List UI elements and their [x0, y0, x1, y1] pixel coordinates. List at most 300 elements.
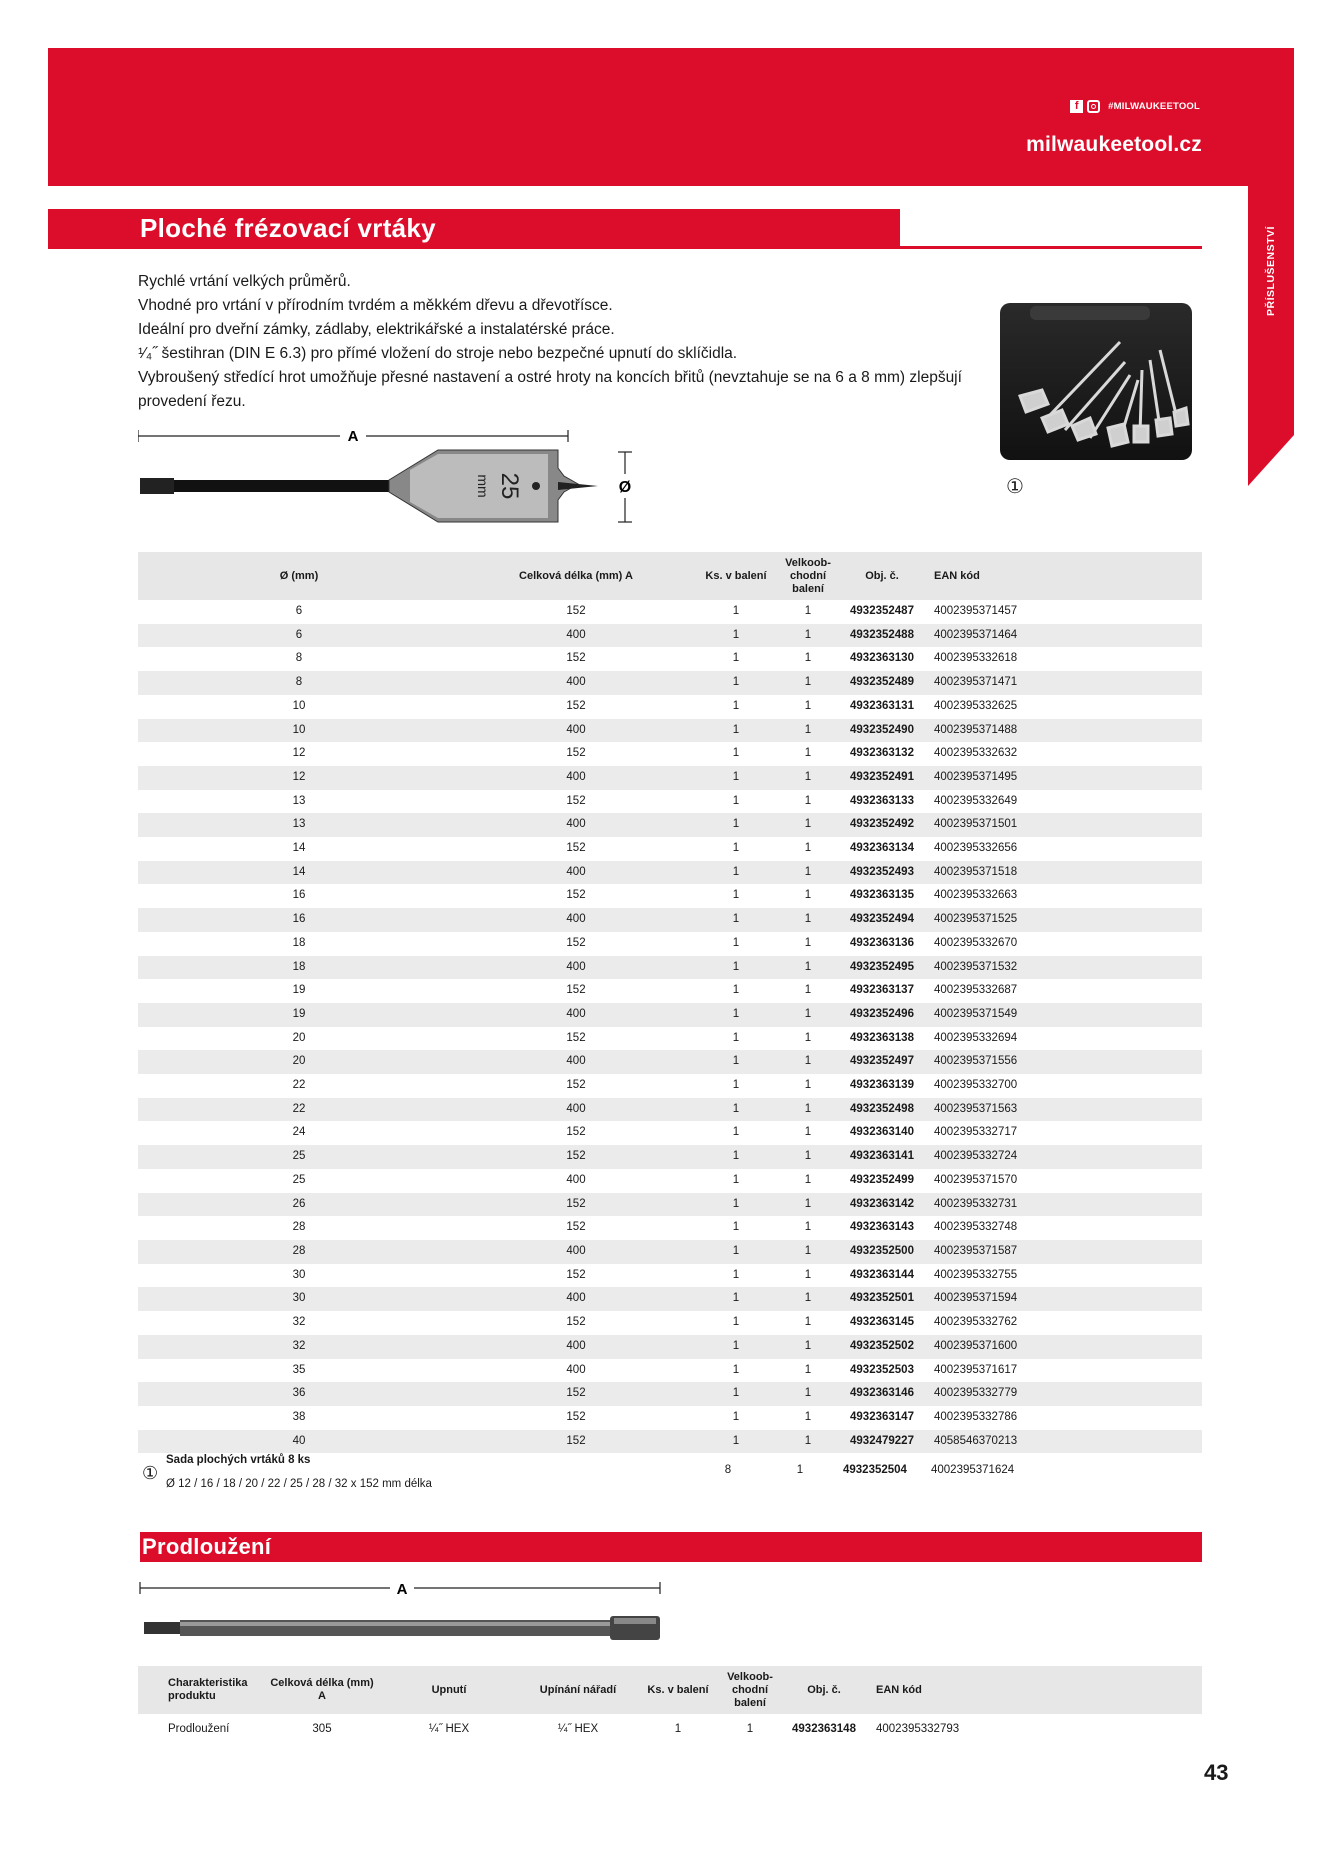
cell-length: 152 — [460, 1145, 692, 1169]
table-row — [138, 600, 1202, 624]
cell-blank — [1026, 1003, 1202, 1027]
cell-bulk: 1 — [780, 861, 836, 885]
cell-diameter: 12 — [138, 766, 460, 790]
cell-length: 152 — [460, 1430, 692, 1454]
cell-diameter: 8 — [295, 652, 303, 665]
cell-length: 400 — [460, 908, 692, 932]
cell-length: 152 — [460, 1193, 692, 1217]
blade-unit-text: mm — [475, 474, 491, 498]
cell-diameter: 6 — [138, 624, 460, 648]
cell-bulk: 1 — [804, 1173, 812, 1186]
cell-ean: 4002395371532 — [928, 956, 1026, 980]
cell-qty: 1 — [732, 699, 740, 712]
table-row — [138, 695, 1202, 719]
cell-length: 400 — [460, 1287, 692, 1311]
cell-ean: 4002395332731 — [928, 1193, 1026, 1217]
table-row — [138, 884, 1202, 908]
cell-qty: 1 — [732, 1079, 740, 1092]
cell-diameter: 13 — [138, 813, 460, 837]
table-row — [138, 1216, 1202, 1240]
cell-blank — [1026, 600, 1202, 624]
cell-length: 400 — [460, 719, 692, 743]
cell-qty: 1 — [692, 1335, 780, 1359]
cell-length: 152 — [566, 1031, 586, 1044]
table-row — [138, 1240, 1202, 1264]
cell-qty: 1 — [692, 1287, 780, 1311]
cell-diameter: 16 — [138, 908, 460, 932]
cell-bulk: 1 — [780, 908, 836, 932]
cell-order-no: 4932352492 — [836, 813, 928, 837]
cell-blank — [1026, 1121, 1202, 1145]
cell-blank — [1026, 979, 1202, 1003]
cell-order-no: 4932363133 — [850, 794, 914, 807]
table-row — [138, 1714, 1202, 1744]
cell-tool-clamping: ¼˝ HEX — [557, 1723, 599, 1735]
set-row-ean: 4002395371624 — [931, 1464, 1015, 1476]
cell-diameter: 24 — [292, 1126, 306, 1139]
dimension-diameter-label: Ø — [618, 479, 632, 496]
col-header-length: Celková délka (mm) A — [460, 552, 692, 600]
table-row — [138, 790, 1202, 814]
set-row-order-no: 4932352504 — [843, 1464, 907, 1476]
cell-bulk: 1 — [804, 984, 812, 997]
cell-order-no: 4932352501 — [836, 1287, 928, 1311]
cell-length: 400 — [566, 1363, 586, 1376]
cell-diameter: 26 — [138, 1193, 460, 1217]
cell-qty: 1 — [692, 1430, 780, 1454]
cell-diameter: 36 — [138, 1382, 460, 1406]
cell-qty: 1 — [732, 1031, 740, 1044]
cell-qty: 1 — [732, 889, 740, 902]
cell-order-no: 4932363144 — [850, 1268, 914, 1281]
cell-ean: 4002395371495 — [928, 766, 1026, 790]
cell-ean: 4002395371471 — [928, 671, 1026, 695]
cell-blank — [1026, 1098, 1202, 1122]
instagram-icon[interactable] — [1087, 100, 1100, 113]
cell-ean: 4002395371617 — [934, 1363, 1018, 1376]
cell-order-no: 4932352496 — [836, 1003, 928, 1027]
section-title-bar — [140, 1532, 1202, 1562]
cell-bulk: 1 — [804, 936, 812, 949]
set-marker: ① — [1006, 476, 1024, 498]
side-tab-label: PŘÍSLUŠENSTVÍ — [1265, 226, 1277, 316]
cell-diameter: 28 — [138, 1240, 460, 1264]
cell-blank — [1026, 719, 1202, 743]
table-row — [138, 956, 1202, 980]
cell-ean: 4002395371594 — [928, 1287, 1026, 1311]
cell-order-no: 4932363141 — [836, 1145, 928, 1169]
cell-ean: 4002395332656 — [934, 842, 1018, 855]
cell-order-no: 4932363136 — [850, 936, 914, 949]
cell-order-no: 4932363135 — [850, 889, 914, 902]
cell-blank — [1026, 1335, 1202, 1359]
table-row — [138, 1050, 1202, 1074]
table-header-row — [138, 552, 1202, 600]
cell-length: 152 — [566, 1410, 586, 1423]
cell-qty: 1 — [732, 1363, 740, 1376]
cell-ean: 4002395371525 — [928, 908, 1026, 932]
cell-ean: 4002395371518 — [928, 861, 1026, 885]
cell-order-no: 4932352490 — [836, 719, 928, 743]
cell-order-no: 4932352489 — [836, 671, 928, 695]
facebook-icon[interactable]: f — [1070, 100, 1083, 113]
cell-blank — [1026, 766, 1202, 790]
cell-ean: 4002395332724 — [928, 1145, 1026, 1169]
cell-length: 400 — [566, 1173, 586, 1186]
cell-diameter: 13 — [292, 794, 306, 807]
description-line: Vybroušený středící hrot umožňuje přesné nastavení a ostré hroty na koncích břitů (nevztahuje se na 6 a 8 mm) zlepšují provedení řezu. — [138, 369, 962, 410]
col-header-length: Celková délka (mm) A — [268, 1666, 376, 1714]
col-header-ean: EAN kód — [928, 552, 1026, 600]
cell-diameter: 10 — [292, 699, 306, 712]
cell-length: 152 — [566, 652, 586, 665]
table-row — [138, 1074, 1202, 1098]
hex-shank-icon — [140, 478, 174, 494]
cell-ean: 4002395332694 — [934, 1031, 1018, 1044]
cell-qty: 1 — [692, 1003, 780, 1027]
cell-qty: 1 — [732, 842, 740, 855]
cell-qty: 1 — [692, 908, 780, 932]
table-row — [138, 1311, 1202, 1335]
col-header-diameter: Ø (mm) — [138, 552, 460, 600]
cell-order-no: 4932363143 — [850, 1221, 914, 1234]
cell-bulk: 1 — [804, 699, 812, 712]
cell-diameter: 22 — [292, 1079, 306, 1092]
cell-bulk: 1 — [804, 1126, 812, 1139]
cell-length: 152 — [566, 1221, 586, 1234]
cell-order-no: 4932352494 — [836, 908, 928, 932]
cell-order-no: 4932363139 — [850, 1079, 914, 1092]
col-header-characteristic: Charakteristika produktu — [138, 1666, 268, 1714]
cell-length: 400 — [460, 1003, 692, 1027]
cell-diameter: 25 — [138, 1145, 460, 1169]
cell-bulk: 1 — [780, 1098, 836, 1122]
cell-length: 400 — [460, 624, 692, 648]
col-header-qty: Ks. v balení — [634, 1666, 722, 1714]
cell-length: 400 — [460, 1335, 692, 1359]
cell-length: 152 — [566, 984, 586, 997]
extension-drawing — [138, 1576, 668, 1646]
cell-ean: 4002395371563 — [928, 1098, 1026, 1122]
cell-diameter: 14 — [292, 842, 306, 855]
cell-ean: 4002395371488 — [928, 719, 1026, 743]
description-line: Rychlé vrtání velkých průměrů. — [138, 273, 351, 290]
table-row — [138, 1145, 1202, 1169]
section-title: Prodloužení — [142, 1534, 272, 1559]
col-header-bulk: Velkoob-chodní balení — [780, 552, 836, 600]
cell-bulk: 1 — [780, 1003, 836, 1027]
table-row — [138, 719, 1202, 743]
cell-qty: 1 — [692, 766, 780, 790]
cell-ean: 4002395332779 — [928, 1382, 1026, 1406]
set-row-qty: 8 — [724, 1464, 732, 1476]
cell-qty: 1 — [692, 1098, 780, 1122]
cell-qty: 1 — [732, 652, 740, 665]
col-header-tool-clamping: Upínání nářadí — [522, 1666, 634, 1714]
table-row — [138, 647, 1202, 671]
cell-clamping: ¼˝ HEX — [428, 1723, 470, 1735]
cell-diameter: 38 — [292, 1410, 306, 1423]
dimension-a-label: A — [396, 1581, 408, 1598]
table-row — [138, 624, 1202, 648]
cell-length: 152 — [566, 889, 586, 902]
cell-qty: 1 — [692, 719, 780, 743]
col-header-qty: Ks. v balení — [692, 552, 780, 600]
blade-size-text: 25 — [496, 472, 523, 500]
cell-ean: 4002395371600 — [928, 1335, 1026, 1359]
site-url[interactable]: milwaukeetool.cz — [1026, 133, 1202, 156]
cell-blank — [1026, 1240, 1202, 1264]
cell-bulk: 1 — [780, 1287, 836, 1311]
cell-blank — [968, 1714, 1202, 1744]
cell-diameter: 14 — [138, 861, 460, 885]
cell-diameter: 19 — [138, 1003, 460, 1027]
cell-bulk: 1 — [780, 1193, 836, 1217]
cell-qty: 1 — [732, 1268, 740, 1281]
cell-bulk: 1 — [804, 842, 812, 855]
cell-blank — [1026, 1430, 1202, 1454]
cell-bulk: 1 — [780, 671, 836, 695]
cell-bulk: 1 — [780, 1430, 836, 1454]
cell-ean: 4002395332786 — [934, 1410, 1018, 1423]
cell-diameter: 12 — [292, 747, 306, 760]
cell-ean: 4002395332755 — [934, 1268, 1018, 1281]
cell-length: 400 — [460, 766, 692, 790]
cell-qty: 1 — [692, 1193, 780, 1217]
cell-length: 152 — [566, 842, 586, 855]
col-header-blank — [968, 1666, 1202, 1714]
table-row — [138, 766, 1202, 790]
table-row — [138, 1169, 1202, 1193]
cell-bulk: 1 — [780, 1240, 836, 1264]
cell-order-no: 4932352491 — [836, 766, 928, 790]
cell-diameter: 40 — [138, 1430, 460, 1454]
cell-bulk: 1 — [804, 1410, 812, 1423]
cell-blank — [1026, 908, 1202, 932]
table-row — [138, 837, 1202, 861]
cell-ean: 4002395371556 — [928, 1050, 1026, 1074]
cell-order-no: 4932352495 — [836, 956, 928, 980]
bit-set-bits — [1010, 330, 1190, 455]
extension-table — [138, 1666, 1202, 1744]
cell-bulk: 1 — [804, 605, 812, 617]
cell-order-no: 4932363138 — [850, 1031, 914, 1044]
cell-order-no: 4932363140 — [850, 1126, 914, 1139]
table-row — [138, 861, 1202, 885]
cell-length: 400 — [460, 671, 692, 695]
table-row — [138, 813, 1202, 837]
cell-diameter: 30 — [292, 1268, 306, 1281]
cell-blank — [1026, 742, 1202, 766]
cell-bulk: 1 — [780, 719, 836, 743]
cell-ean: 4002395371549 — [928, 1003, 1026, 1027]
description-line: ¹⁄₄˝ šestihran (DIN E 6.3) pro přímé vložení do stroje nebo bezpečné upnutí do sklíčidla. — [138, 345, 738, 362]
cell-ean: 4002395371457 — [934, 605, 1018, 617]
cell-qty: 1 — [732, 1173, 740, 1186]
cell-order-no: 4932363137 — [850, 984, 914, 997]
cell-order-no: 4932352497 — [836, 1050, 928, 1074]
cell-bulk: 1 — [780, 813, 836, 837]
cell-length: 400 — [460, 1050, 692, 1074]
table-row — [138, 1287, 1202, 1311]
col-header-ean: EAN kód — [870, 1666, 968, 1714]
cell-bulk: 1 — [780, 1382, 836, 1406]
table-row — [138, 742, 1202, 766]
table-row — [138, 1027, 1202, 1051]
cell-diameter: 10 — [138, 719, 460, 743]
cell-order-no: 4932363131 — [850, 699, 914, 712]
cell-qty: 1 — [732, 747, 740, 760]
table-row — [138, 908, 1202, 932]
cell-qty: 1 — [732, 1316, 740, 1329]
cell-diameter: 35 — [292, 1363, 306, 1376]
cell-ean: 4002395332618 — [934, 652, 1018, 665]
table-header-row — [138, 1666, 1202, 1714]
cell-ean: 4002395332663 — [934, 889, 1018, 902]
cell-ean: 4002395371501 — [928, 813, 1026, 837]
cell-qty: 1 — [692, 1050, 780, 1074]
table-row — [138, 932, 1202, 956]
description-line: Ideální pro dveřní zámky, zádlaby, elektrikářské a instalatérské práce. — [138, 321, 615, 338]
cell-length: 305 — [312, 1723, 332, 1735]
cell-qty: 1 — [732, 984, 740, 997]
table-row — [138, 979, 1202, 1003]
case-handle — [1030, 306, 1150, 320]
product-description — [138, 270, 968, 414]
cell-length: 152 — [460, 1382, 692, 1406]
cell-order-no: 4932363142 — [836, 1193, 928, 1217]
cell-blank — [1026, 624, 1202, 648]
cell-qty: 1 — [732, 794, 740, 807]
cell-length: 152 — [566, 1268, 586, 1281]
cell-diameter: 18 — [292, 936, 306, 949]
cell-blank — [1026, 695, 1202, 719]
cell-bulk: 1 — [804, 1079, 812, 1092]
cell-blank — [1026, 790, 1202, 814]
spade-bit-table — [138, 552, 1202, 1453]
cell-blank — [1026, 813, 1202, 837]
cell-blank — [1026, 1145, 1202, 1169]
cell-length: 400 — [460, 813, 692, 837]
social-links — [1070, 100, 1200, 113]
cell-diameter: 8 — [138, 671, 460, 695]
table-row — [138, 1193, 1202, 1217]
cell-blank — [1026, 1216, 1202, 1240]
cell-order-no: 4932363147 — [850, 1410, 914, 1423]
description-line: Vhodné pro vrtání v přírodním tvrdém a měkkém dřevu a dřevotřísce. — [138, 297, 613, 314]
set-row-name: Sada plochých vrtáků 8 ks — [166, 1454, 311, 1466]
cell-qty: 1 — [692, 1145, 780, 1169]
cell-order-no: 4932352503 — [850, 1363, 914, 1376]
cell-bulk: 1 — [804, 1031, 812, 1044]
spade-bit-drawing — [138, 420, 648, 530]
cell-order-no: 4932363132 — [850, 747, 914, 760]
cell-ean: 4002395332748 — [934, 1221, 1018, 1234]
cell-order-no: 4932352502 — [836, 1335, 928, 1359]
cell-blank — [1026, 932, 1202, 956]
cell-bulk: 1 — [780, 1145, 836, 1169]
cell-blank — [1026, 1027, 1202, 1051]
table-row — [138, 1003, 1202, 1027]
set-row-marker: ① — [142, 1463, 159, 1483]
cell-blank — [1026, 1169, 1202, 1193]
cell-diameter: 19 — [292, 984, 306, 997]
hashtag: #MILWAUKEETOOL — [1108, 101, 1200, 112]
cell-characteristic: Prodloužení — [168, 1723, 230, 1735]
cell-bulk: 1 — [804, 1316, 812, 1329]
cell-length: 152 — [566, 699, 586, 712]
cell-blank — [1026, 1050, 1202, 1074]
cell-bulk: 1 — [804, 794, 812, 807]
cell-qty: 1 — [692, 671, 780, 695]
cell-ean: 4058546370213 — [928, 1430, 1026, 1454]
cell-bulk: 1 — [804, 1363, 812, 1376]
cell-diameter: 18 — [138, 956, 460, 980]
col-header-blank — [1026, 552, 1202, 600]
cell-qty: 1 — [692, 1382, 780, 1406]
cell-blank — [1026, 671, 1202, 695]
cell-blank — [1026, 1193, 1202, 1217]
cell-qty: 1 — [732, 1221, 740, 1234]
cell-bulk: 1 — [780, 1050, 836, 1074]
cell-ean: 4002395332625 — [934, 699, 1018, 712]
cell-length: 152 — [566, 605, 586, 617]
cell-qty: 1 — [692, 624, 780, 648]
cell-order-no: 4932363145 — [850, 1316, 914, 1329]
cell-ean: 4002395332793 — [876, 1723, 960, 1735]
table-row — [138, 1121, 1202, 1145]
table-row — [138, 1335, 1202, 1359]
cell-ean: 4002395332649 — [934, 794, 1018, 807]
cell-blank — [1026, 1264, 1202, 1288]
cell-blank — [1026, 837, 1202, 861]
cell-order-no: 4932352487 — [850, 605, 914, 617]
cell-length: 400 — [460, 1240, 692, 1264]
cell-qty: 1 — [732, 605, 740, 617]
cell-qty: 1 — [732, 936, 740, 949]
cell-blank — [1026, 861, 1202, 885]
cell-diameter: 32 — [292, 1316, 306, 1329]
cell-order-no: 4932352488 — [836, 624, 928, 648]
cell-bulk: 1 — [804, 1221, 812, 1234]
cell-diameter: 16 — [292, 889, 306, 902]
cell-length: 152 — [566, 794, 586, 807]
table-row — [138, 1430, 1202, 1454]
cell-length: 400 — [460, 1098, 692, 1122]
cell-bulk: 1 — [780, 956, 836, 980]
cell-length: 152 — [566, 1316, 586, 1329]
cell-blank — [1026, 1074, 1202, 1098]
cell-qty: 1 — [692, 956, 780, 980]
cell-order-no: 4932363130 — [850, 652, 914, 665]
col-header-order-no: Obj. č. — [778, 1666, 870, 1714]
table-row — [138, 1264, 1202, 1288]
cell-order-no: 4932352499 — [850, 1173, 914, 1186]
cell-bulk: 1 — [746, 1723, 754, 1735]
cell-blank — [1026, 1406, 1202, 1430]
section-title: Ploché frézovací vrtáky — [140, 213, 436, 243]
cell-length: 152 — [566, 747, 586, 760]
cell-bulk: 1 — [804, 1268, 812, 1281]
cell-blank — [1026, 1359, 1202, 1383]
cell-blank — [1026, 956, 1202, 980]
cell-ean: 4002395332687 — [934, 984, 1018, 997]
cell-bulk: 1 — [780, 1335, 836, 1359]
cell-bulk: 1 — [780, 766, 836, 790]
table-row — [138, 671, 1202, 695]
set-row-detail: Ø 12 / 16 / 18 / 20 / 22 / 25 / 28 / 32 x 152 mm délka — [166, 1478, 432, 1490]
table-row — [138, 1098, 1202, 1122]
